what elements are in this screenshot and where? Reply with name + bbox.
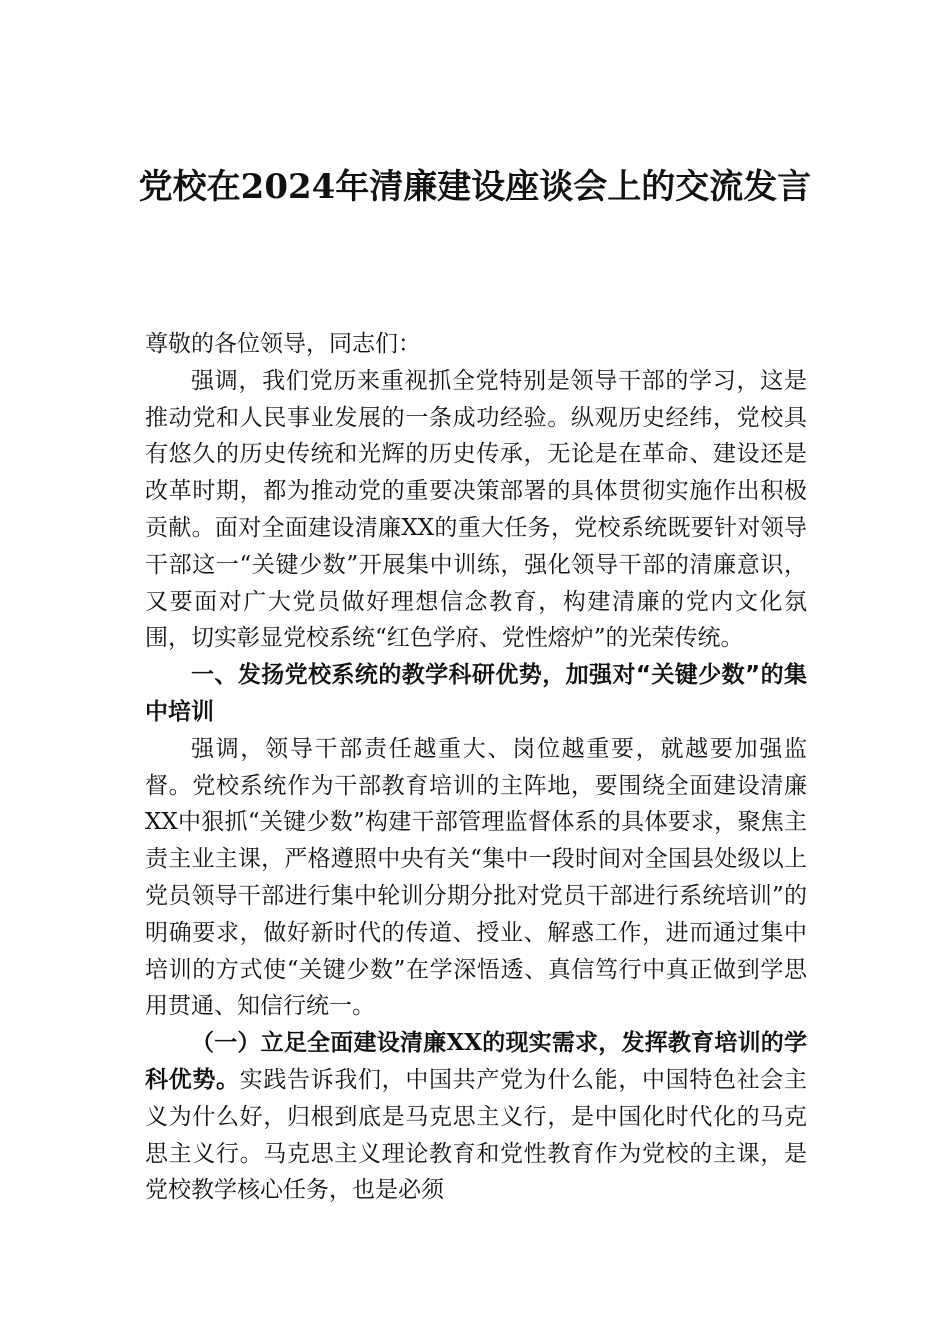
document-title: 党校在2024年清廉建设座谈会上的交流发言: [138, 167, 812, 207]
paragraph-subsection-1: [145, 1025, 807, 1209]
document-body: [145, 326, 807, 1209]
paragraph-intro: 强调，我们党历来重视抓全党特别是领导干部的学习，这是推动党和人民事业发展的一条成功经验。纵观历史经纬，党校具有悠久的历史传统和光辉的历史传承，无论是在革命、建设还是改革时期，都为推动党的重要决策部署的具体贯彻实施作出积极贡献。面对全面建设清廉XX的重大任务，党校系统既要针对领导干部这一“关键少数”开展集中训练，强化领导干部的清廉意识，又要面对广大党员做好理想信念教育，构建清廉的党内文化氛围，切实彰显党校系统“红色学府、党性熔炉”的光荣传统。: [145, 367, 807, 652]
subsection-1-heading: （一）立足全面建设清廉XX的现实需求，发挥教育培训的学科优势。: [145, 1029, 807, 1093]
greeting: 尊敬的各位领导，同志们：: [145, 331, 421, 357]
paragraph-section-1: 强调，领导干部责任越重大、岗位越重要，就越要加强监督。党校系统作为干部教育培训的主阵地，要围绕全面建设清廉XX中狠抓“关键少数”构建干部管理监督体系的具体要求，聚焦主责主业主课，严格遵照中央有关“集中一段时间对全国县处级以上党员领导干部进行集中轮训分期分批对党员干部进行系统培训”的明确要求，做好新时代的传道、授业、解惑工作，进而通过集中培训的方式使“关键少数”在学深悟透、真信笃行中真正做到学思用贯通、知信行统一。: [145, 735, 807, 1020]
subsection-1-text: 实践告诉我们，中国共产党为什么能，中国特色社会主义为什么好，归根到底是马克思主义行，是中国化时代化的马克思主义行。马克思主义理论教育和党性教育作为党校的主课，是党校教学核心任务，也是必须: [145, 1066, 808, 1204]
section-1-heading: 一、发扬党校系统的教学科研优势，加强对“关键少数”的集中培训: [145, 662, 807, 725]
